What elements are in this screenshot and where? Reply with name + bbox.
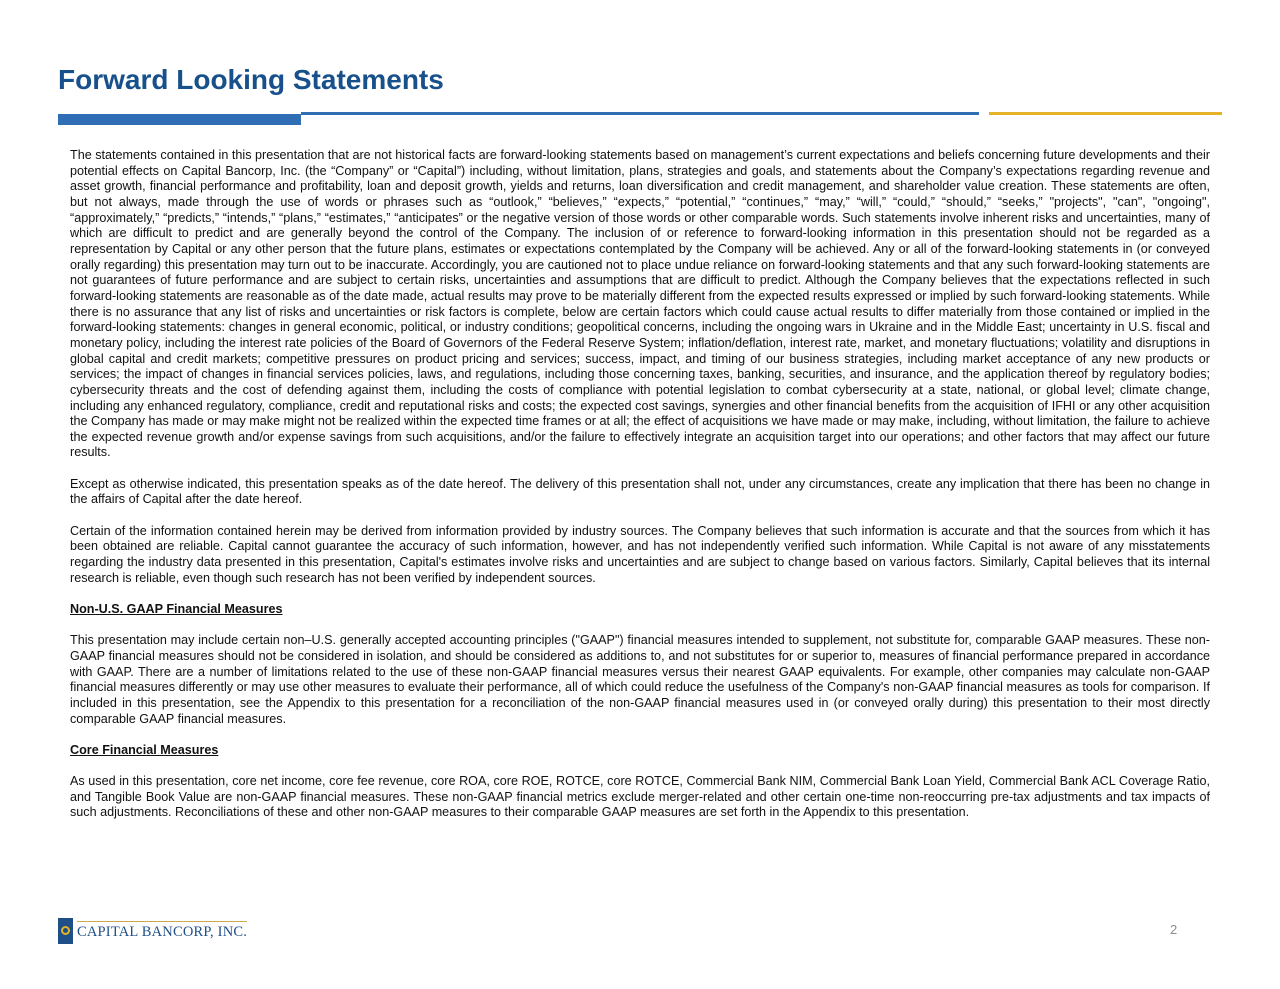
page-number: 2 [1170, 922, 1178, 937]
page-title: Forward Looking Statements [58, 64, 444, 95]
non-gaap-heading: Non-U.S. GAAP Financial Measures [70, 601, 283, 616]
non-gaap-paragraph: This presentation may include certain non–U.S. generally accepted accounting principles ("GAAP") financial measures intended to supplement, not substitute for, comparable GAAP measures. These non-GAAP financial measures should not be considered in isolation, and should be considered as additions to, and not substitutes for or superior to, measures of financial performance prepared in accordance with GAAP. There are a number of limitations related to the use of these non-GAAP financial measures versus their nearest GAAP equivalents. For example, other companies may calculate non-GAAP financial measures differently or may use other measures to evaluate their performance, all of which could reduce the usefulness of the Company's non-GAAP financial measures as tools for comparison. If included in this presentation, see the Appendix to this presentation for a reconciliation of the non-GAAP financial measures used in (or conveyed orally during) this presentation to their most directly comparable GAAP financial measures. [70, 633, 1210, 726]
industry-sources-paragraph: Certain of the information contained herein may be derived from information provided by industry sources. The Company believes that such information is accurate and that the sources from which it has been obtained are reliable. Capital cannot guarantee the accuracy of such information, however, and has not independently verified such information. While Capital is not aware of any misstatements regarding the industry data presented in this presentation, Capital's estimates involve risks and uncertainties and are subject to change based on various factors. Similarly, Capital believes that its internal research is reliable, even though such research has not been verified by independent sources. [70, 523, 1210, 585]
capital-bancorp-emblem-icon [58, 918, 73, 944]
title-divider-blue [301, 112, 979, 115]
disclaimer-body [70, 148, 1210, 837]
company-name: CAPITAL BANCORP, INC. [77, 921, 247, 941]
company-logo [58, 918, 247, 944]
forward-looking-paragraph: The statements contained in this presentation that are not historical facts are forward-looking statements based on management’s current expectations and beliefs concerning future developments and their potential effects on Capital Bancorp, Inc. (the “Company” or “Capital”) including, without limitation, plans, strategies and goals, and statements about the Company’s expectations regarding revenue and asset growth, financial performance and profitability, loan and deposit growth, yields and returns, loan diversification and credit management, and shareholder value creation. These statements are often, but not always, made through the use of words or phrases such as “outlook,” “believes,” “expects,” “potential,” “continues,” “may,” “will,” “could,” “should,” “seeks,” "projects", "can", "ongoing", “approximately,” “predicts,” “intends,” “plans,” “estimates,” “anticipates” or the negative version of those words or other comparable words. Such statements involve inherent risks and uncertainties, many of which are difficult to predict and are generally beyond the control of the Company. The inclusion of or reference to forward-looking information in this presentation should not be regarded as a representation by Capital or any other person that the future plans, estimates or expectations contemplated by the Company will be achieved. Any or all of the forward-looking statements in (or conveyed orally regarding) this presentation may turn out to be inaccurate. Accordingly, you are cautioned not to place undue reliance on forward-looking statements and that any such forward-looking statements are not guarantees of future performance and are subject to certain risks, uncertainties and assumptions that are difficult to predict. Although the Company believes that the expectations reflected in such forward-looking statements are reasonable as of the date made, actual results may prove to be materially different from the expected results expressed or implied by such forward-looking statements. While there is no assurance that any list of risks and uncertainties or risk factors is complete, below are certain factors which could cause actual results to differ materially from those contained or implied in the forward-looking statements: changes in general economic, political, or industry conditions; geopolitical concerns, including the ongoing wars in Ukraine and in the Middle East; uncertainty in U.S. fiscal and monetary policy, including the interest rate policies of the Board of Governors of the Federal Reserve System; inflation/deflation, interest rate, market, and monetary fluctuations; volatility and disruptions in global capital and credit markets; competitive pressures on product pricing and services; success, impact, and timing of our business strategies, including market acceptance of any new products or services; the impact of changes in financial services policies, laws, and regulations, including those concerning taxes, banking, securities, and insurance, and the application thereof by regulatory bodies; cybersecurity threats and the cost of defending against them, including the costs of compliance with potential legislation to combat cybersecurity at a state, national, or global level; climate change, including any enhanced regulatory, compliance, credit and reputational risks and costs; the expected cost savings, synergies and other financial benefits from the acquisition of IFHI or any other acquisition the Company has made or may make might not be realized within the expected time frames or at all; the effect of acquisitions we have made or may make, including, without limitation, the failure to achieve the expected revenue growth and/or expense savings from such acquisitions, and/or the failure to effectively integrate an acquisition target into our operations; and other factors that may affect our future results. [70, 148, 1210, 460]
core-measures-heading: Core Financial Measures [70, 742, 219, 757]
title-accent-bar [58, 114, 301, 125]
date-paragraph: Except as otherwise indicated, this presentation speaks as of the date hereof. The delivery of this presentation shall not, under any circumstances, create any implication that there has been no change in the affairs of Capital after the date hereof. [70, 476, 1210, 507]
title-divider-gold [989, 112, 1222, 115]
core-measures-paragraph: As used in this presentation, core net income, core fee revenue, core ROA, core ROE, ROTCE, core ROTCE, Commercial Bank NIM, Commercial Bank Loan Yield, Commercial Bank ACL Coverage Ratio, and Tangible Book Value are non-GAAP financial measures. These non-GAAP financial metrics exclude merger-related and other certain one-time non-reoccurring pre-tax adjustments and tax impacts of such adjustments. Reconciliations of these and other non-GAAP measures to their comparable GAAP measures are set forth in the Appendix to this presentation. [70, 774, 1210, 820]
